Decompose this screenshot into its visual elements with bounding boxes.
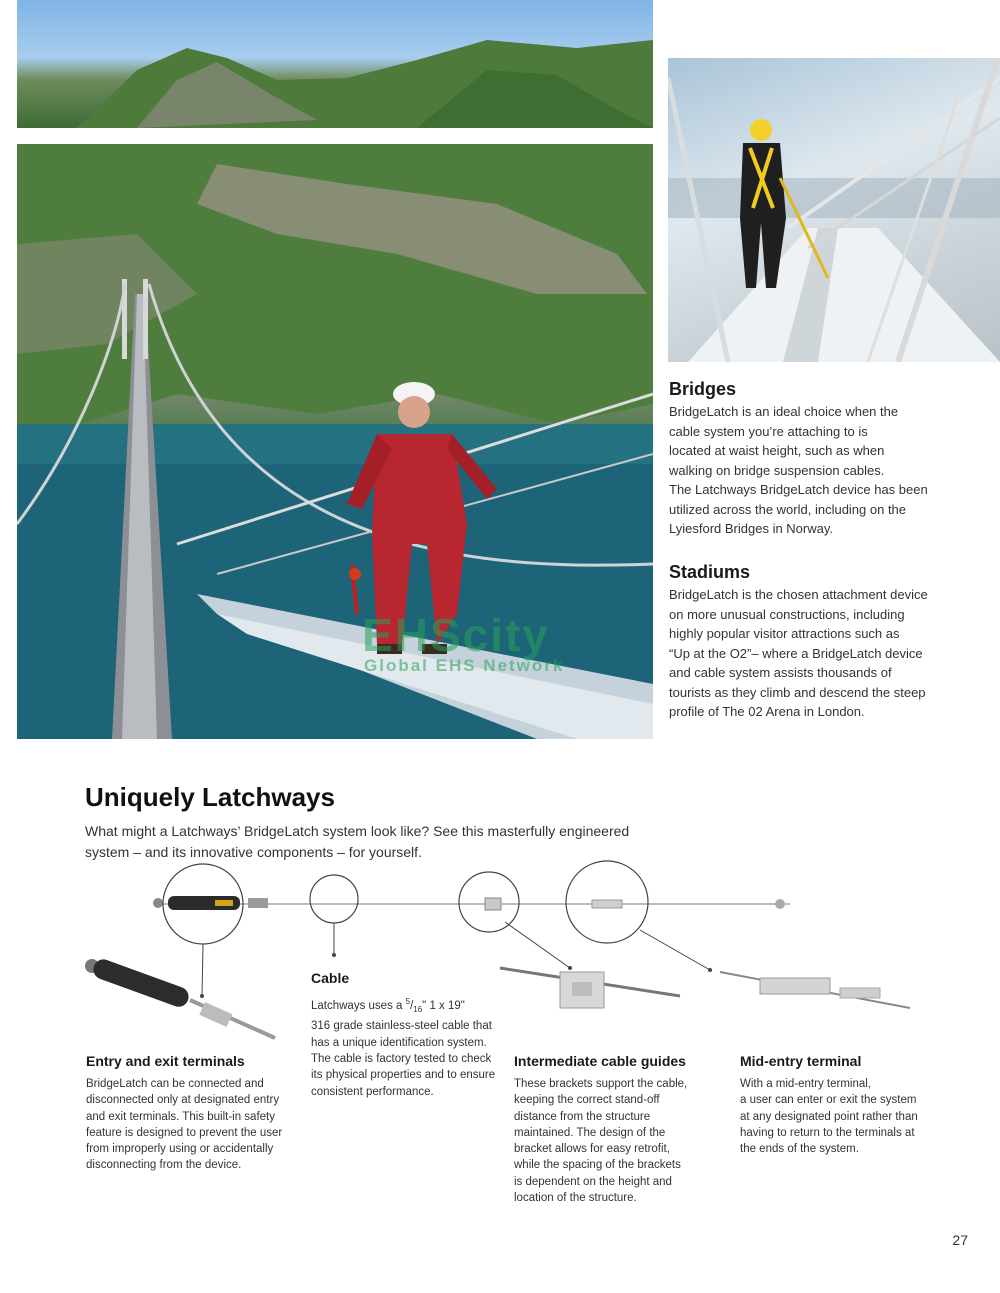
stadiums-line: BridgeLatch is the chosen attachment device [669, 587, 928, 602]
stadiums-line: on more unusual constructions, including [669, 606, 905, 622]
cable-fraction-denominator: 16 [413, 1005, 423, 1015]
bridges-heading: Bridges [669, 379, 737, 399]
cable-fraction-numerator: 5 [405, 997, 411, 1006]
guides-line: distance from the structure [514, 1110, 651, 1123]
stadiums-line: and cable system assists thousands of [669, 665, 892, 680]
guide-illustration [500, 968, 680, 1008]
cable-line: consistent performance. [311, 1085, 434, 1098]
entry-line: from improperly using or accidentally [86, 1143, 274, 1156]
bridge-walkway-photo [668, 58, 1000, 362]
guides-line: while the spacing of the brackets [514, 1159, 681, 1172]
guides-line: These brackets support the cable, [514, 1078, 688, 1090]
page-number: 27 [952, 1232, 968, 1248]
midentry-line: having to return to the terminals at [740, 1126, 915, 1139]
guides-line: location of the structure. [514, 1192, 637, 1205]
guides-line: bracket allows for easy retrofit, [514, 1143, 670, 1156]
stadiums-line: highly popular visitor attractions such as [669, 626, 900, 641]
bridges-body [669, 402, 989, 539]
cable-line: The cable is factory tested to check [311, 1053, 492, 1066]
bridges-line: walking on bridge suspension cables. [669, 462, 885, 478]
cable-line: its physical properties and to ensure [311, 1069, 496, 1082]
guides-line: maintained. The design of the [514, 1126, 666, 1139]
guides-line: keeping the correct stand-off [514, 1094, 660, 1107]
cable-prefix: Latchways uses a [311, 999, 406, 1012]
entry-terminal-illustration [85, 957, 275, 1038]
entry-terminals-title: Entry and exit terminals [86, 1053, 245, 1069]
section-title: Uniquely Latchways [85, 782, 335, 812]
watermark-brand: EHScity [362, 609, 550, 661]
section-intro [85, 821, 655, 863]
stadiums-heading: Stadiums [669, 562, 751, 582]
cable-line: has a unique identification system. [311, 1036, 487, 1049]
watermark-tagline: Global EHS Network [364, 656, 565, 675]
cable-suffix: " 1 x 19" [422, 999, 465, 1012]
bridges-line: utilized across the world, including on the [669, 501, 907, 517]
watermark [362, 608, 564, 676]
intro-line: system – and its innovative components – for yourself. [85, 844, 422, 860]
cable-title: Cable [311, 970, 350, 986]
cable-text [311, 994, 506, 1100]
entry-line: and exit terminals. This built-in safety [86, 1110, 275, 1123]
midentry-line: at any designated point rather than [740, 1110, 918, 1123]
entry-line: disconnecting from the device. [86, 1159, 242, 1172]
cable-highlight-circle [310, 875, 358, 923]
mountain-sky-photo [17, 0, 653, 128]
cable-guides-block [514, 1053, 714, 1206]
bridges-line: cable system you’re attaching to is [669, 423, 868, 439]
bridges-line: located at waist height, such as when [669, 443, 885, 458]
cable-guides-text [514, 1076, 714, 1206]
guide-bracket-shape [485, 898, 501, 910]
cable-line: 316 grade stainless-steel cable that [311, 1020, 492, 1033]
entry-line: feature is designed to prevent the user [86, 1126, 283, 1139]
bridges-line: BridgeLatch is an ideal choice when the [669, 404, 899, 419]
entry-line: disconnected only at designated entry [86, 1094, 280, 1107]
cable-line-first: Latchways uses a $^5/_{16}$" 1 x 19" [311, 997, 465, 1015]
bridges-line: The Latchways BridgeLatch device has been [669, 482, 928, 497]
stadiums-body [669, 585, 989, 722]
mid-entry-text [740, 1076, 950, 1157]
cable-guides-title: Intermediate cable guides [514, 1053, 686, 1069]
entry-terminals-text [86, 1076, 311, 1174]
mid-entry-block [740, 1053, 950, 1157]
stadiums-line: profile of The 02 Arena in London. [669, 704, 865, 719]
stadiums-line: tourists as they climb and descend the steep [669, 684, 926, 700]
bridges-line: Lyiesford Bridges in Norway. [669, 521, 834, 536]
guides-line: is dependent on the height and [514, 1175, 672, 1188]
midentry-illustration [720, 972, 910, 1008]
mid-entry-title: Mid-entry terminal [740, 1053, 862, 1069]
entry-terminals-block [86, 1053, 311, 1174]
stadiums-line: “Up at the O2”– where a BridgeLatch device [669, 645, 923, 661]
bridges-section [669, 379, 989, 539]
cable-block [311, 970, 506, 1100]
stadiums-section [669, 562, 989, 722]
midentry-line: a user can enter or exit the system [740, 1094, 917, 1107]
midentry-line: With a mid-entry terminal, [740, 1078, 872, 1090]
entry-line: BridgeLatch can be connected and [86, 1078, 264, 1090]
midentry-line: the ends of the system. [740, 1143, 859, 1156]
intro-line: What might a Latchways’ BridgeLatch system look like? See this masterfully engineered [85, 823, 630, 839]
